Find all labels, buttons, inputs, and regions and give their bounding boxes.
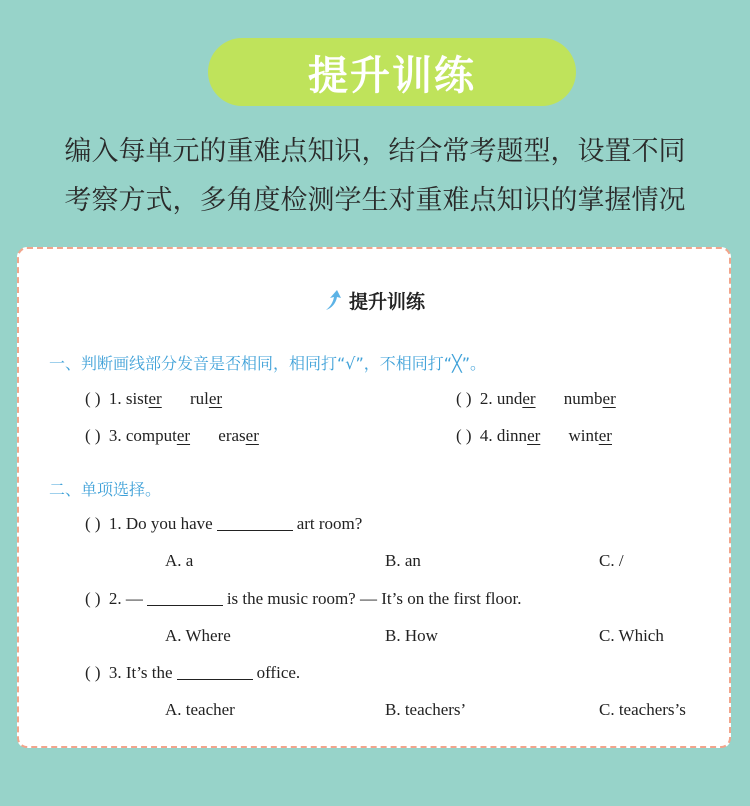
part1-item-1: ( ) 1. sister ruler <box>85 389 223 408</box>
part2-q1-option-b: B. an <box>385 551 421 570</box>
section-title <box>19 287 729 317</box>
part2-q2-option-a: A. Where <box>165 626 231 645</box>
part2-heading: 二、单项选择。 <box>49 480 162 499</box>
part2-q2-option-c: C. Which <box>599 626 664 645</box>
answer-blank <box>177 665 253 680</box>
part2-q3-option-c: C. teachers’s <box>599 700 686 719</box>
part2-q1-option-c: C. / <box>599 551 624 570</box>
exercise-card <box>17 247 731 748</box>
part2-q3-option-b: B. teachers’ <box>385 700 467 719</box>
section-title-text: 提升训练 <box>348 291 425 313</box>
part2-question-1: ( ) 1. Do you have art room? <box>85 514 363 533</box>
description-line-2: 考察方式，多角度检测学生对重难点知识的掌握情况 <box>64 185 686 216</box>
answer-blank <box>217 516 293 531</box>
part2-q2-option-b: B. How <box>385 626 438 645</box>
part1-item-4: ( ) 4. dinner winter <box>456 426 612 445</box>
part2-q3-option-a: A. teacher <box>165 700 235 719</box>
part2-question-3: ( ) 3. It’s the office. <box>85 663 301 682</box>
part2-question-2: ( ) 2. — is the music room? — It’s on the first floor. <box>85 589 522 608</box>
part1-item-3: ( ) 3. computer eraser <box>85 426 259 445</box>
description-line-1: 编入每单元的重难点知识，结合常考题型，设置不同 <box>64 136 686 167</box>
part1-item-2: ( ) 2. under number <box>456 389 616 408</box>
part2-q1-option-a: A. a <box>165 551 194 570</box>
part1-heading: 一、判断画线部分发音是否相同，相同打“√”，不相同打“╳”。 <box>49 354 486 373</box>
banner-title: 提升训练 <box>208 38 576 106</box>
answer-blank <box>147 591 223 606</box>
arrow-up-icon <box>323 290 343 317</box>
